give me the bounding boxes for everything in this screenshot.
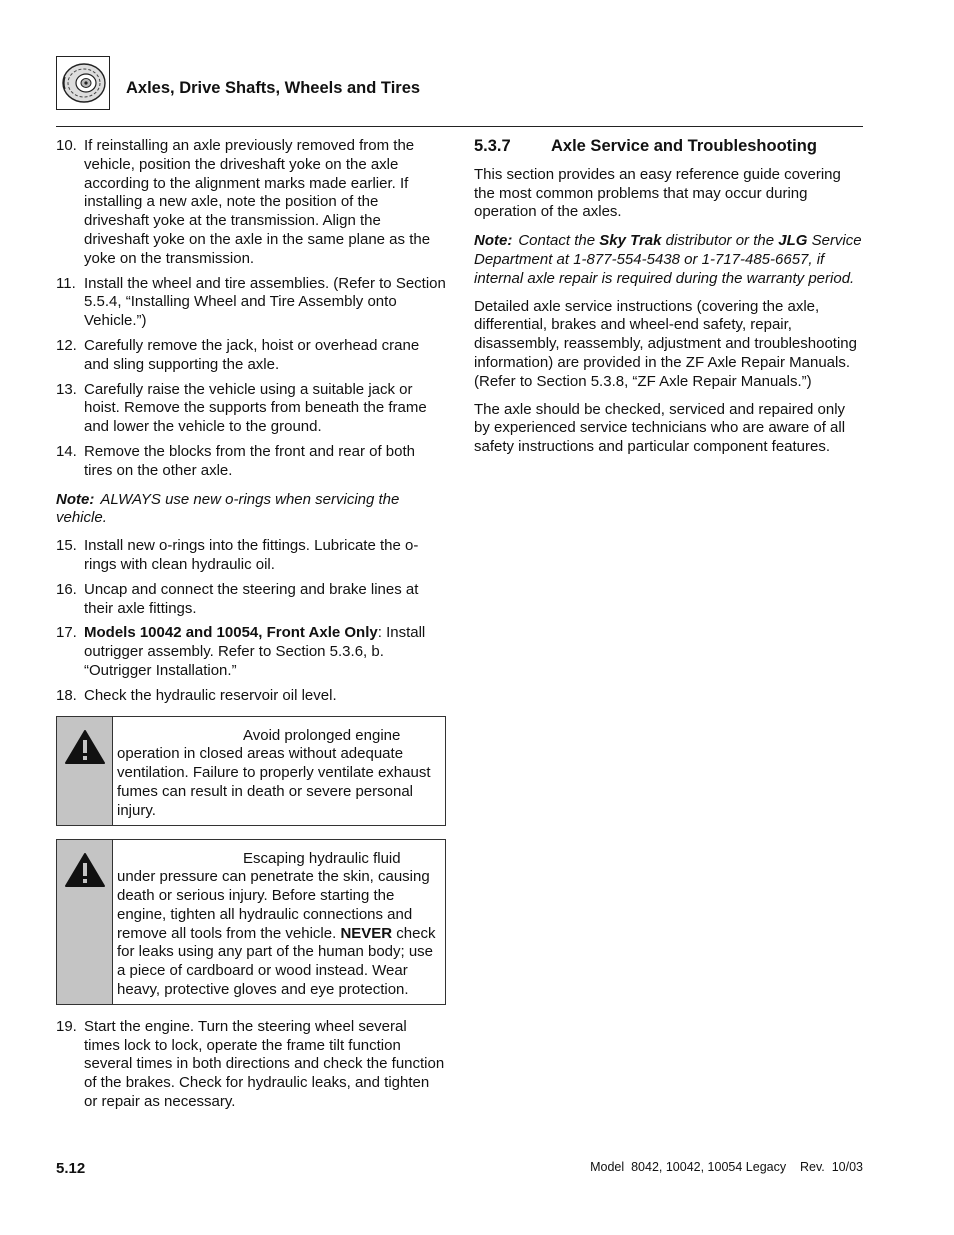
warning-box-exhaust bbox=[56, 716, 446, 826]
warning-icon bbox=[64, 729, 106, 765]
step-15: 15. Install new o-rings into the fittings. Lubricate the o-rings with clean hydraulic oil. bbox=[56, 537, 419, 573]
right-column bbox=[474, 137, 864, 466]
paragraph-intro: This section provides an easy reference guide covering the most common problems that may occur during operation of the axles. bbox=[474, 165, 841, 221]
section-heading: 5.3.7 Axle Service and Troubleshooting bbox=[474, 137, 817, 155]
tire-icon bbox=[56, 56, 110, 110]
paragraph-technicians: The axle should be checked, serviced and repaired only by experienced service technicians who are aware of all safety instructions and particular component features. bbox=[474, 400, 846, 456]
note-o-rings: Note: ALWAYS use new o-rings when servicing the vehicle. bbox=[56, 490, 400, 527]
footer-model-info: Model 8042, 10042, 10054 Legacy Rev. 10/03 bbox=[590, 1160, 863, 1174]
step-16: 16. Uncap and connect the steering and brake lines at their axle fittings. bbox=[56, 580, 419, 617]
step-19: 19. Start the engine. Turn the steering wheel several times lock to lock, operate the frame tilt function several times in both directions and check the function of the brakes. Check for hydraulic leaks, and tighten or repair as necessary. bbox=[56, 1017, 445, 1111]
step-18: 18. Check the hydraulic reservoir oil level. bbox=[56, 686, 337, 704]
warning-box-hydraulic bbox=[56, 839, 446, 1005]
step-10: 10. If reinstalling an axle previously removed from the vehicle, position the driveshaft yoke on the axle according to the alignment marks made earlier. If installing a new axle, note the position of the driveshaft yoke at the transmission. Align the driveshaft yoke on the axle in the same plane as the yoke on the transmission. bbox=[56, 137, 431, 267]
step-14: 14. Remove the blocks from the front and rear of both tires on the other axle. bbox=[56, 442, 416, 479]
warning-icon bbox=[64, 852, 106, 888]
step-17: 17. Models 10042 and 10054, Front Axle Only: Install outrigger assembly. Refer to Section 5.3.6, b. “Outrigger Installation.” bbox=[56, 624, 426, 679]
step-11: 11. Install the wheel and tire assemblies. (Refer to Section 5.5.4, “Installing Wheel and Tire Assembly onto Vehicle.”) bbox=[56, 274, 446, 330]
step-13: 13. Carefully raise the vehicle using a suitable jack or hoist. Remove the supports from beneath the frame and lower the vehicle to the ground. bbox=[56, 380, 427, 436]
page-header-title: Axles, Drive Shafts, Wheels and Tires bbox=[126, 79, 421, 97]
note-contact: Note: Contact the Sky Trak distributor or the JLG Service Department at 1-877-554-5438 or 1-717-485-6657, if internal axle repair is required during the warranty period. bbox=[474, 232, 862, 287]
paragraph-service-instructions: Detailed axle service instructions (covering the axle, differential, brakes and wheel-end safety, repair, disassembly, reassembly, adjustment and troubleshooting information) are provided in the ZF Axle Repair Manuals. (Refer to Section 5.3.8, “ZF Axle Repair Manuals.”) bbox=[474, 297, 857, 390]
warning-text-exhaust: Avoid prolonged engine operation in closed areas without adequate ventilation. Failure to properly ventilate exhaust fumes can result in death or severe personal injury. bbox=[117, 726, 431, 819]
warning-text-hydraulic: Escaping hydraulic fluid under pressure can penetrate the skin, causing death or serious injury. Before starting the engine, tighten all hydraulic connections and remove all tools from the vehicle. NEVER check for leaks using any part of the human body; use a piece of cardboard or wood instead. Wear heavy, protective gloves and eye protection. bbox=[117, 849, 436, 999]
left-column bbox=[56, 137, 446, 1118]
page-number: 5.12 bbox=[56, 1160, 86, 1177]
step-12: 12. Carefully remove the jack, hoist or overhead crane and sling supporting the axle. bbox=[56, 336, 420, 373]
header-divider bbox=[56, 126, 863, 127]
